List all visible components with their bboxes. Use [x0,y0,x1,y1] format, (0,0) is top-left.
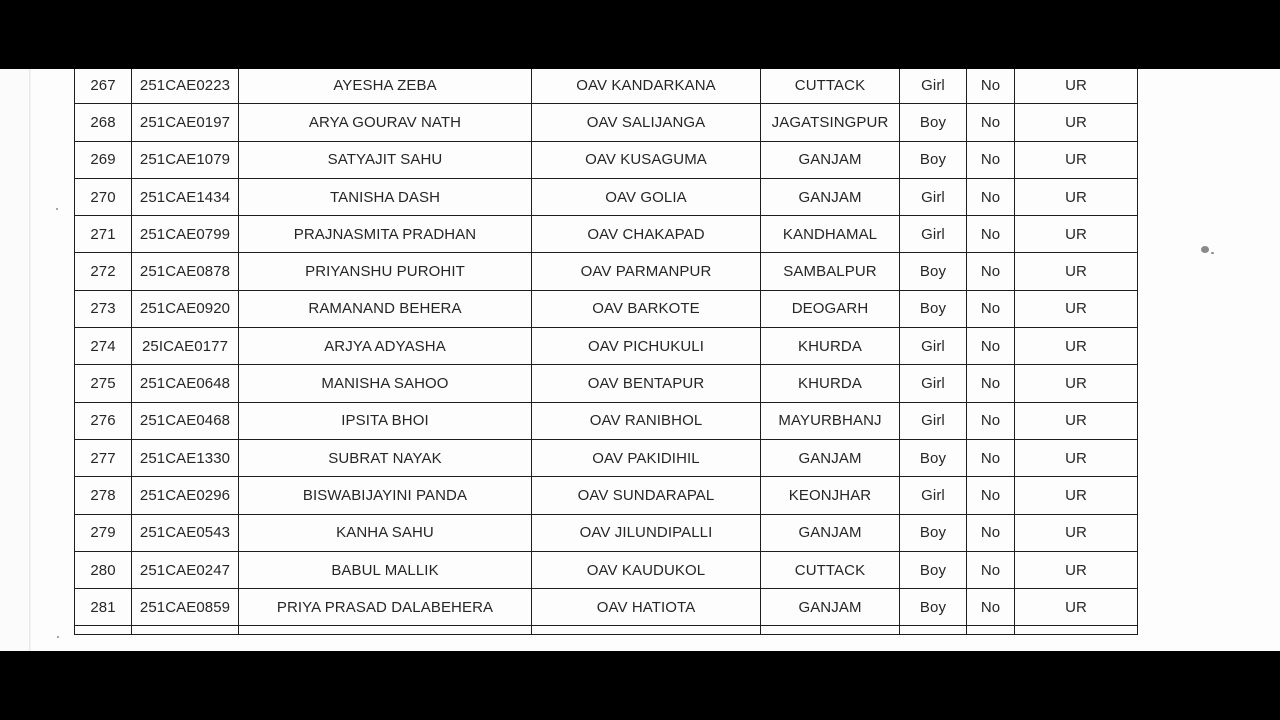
cell-category: UR [1015,69,1138,104]
cell-gender: Girl [900,69,967,104]
cell-roll-number: 251CAE1079 [132,141,239,178]
table-row [75,328,1138,365]
table-row [75,402,1138,439]
cell-student-name: RAMANAND BEHERA [239,290,532,327]
cell-serial-number: 277 [75,439,132,476]
cell-district: JAGATSINGPUR [761,104,900,141]
results-table [74,69,1138,635]
cell-gender: Boy [900,104,967,141]
partial-row-bottom [75,626,1138,635]
cell-student-name: MANISHA SAHOO [239,365,532,402]
cell-district: GANJAM [761,589,900,626]
cell-pwd: No [967,514,1015,551]
cell-pwd: No [967,253,1015,290]
cell-school: OAV JILUNDIPALLI [532,514,761,551]
cell-gender: Boy [900,551,967,588]
cell-student-name: KANHA SAHU [239,514,532,551]
cell-roll-number: 251CAE0543 [132,514,239,551]
cell-district: KANDHAMAL [761,216,900,253]
cell-gender: Boy [900,439,967,476]
cell-roll-number: 251CAE1434 [132,178,239,215]
cell-school: OAV RANIBHOL [532,402,761,439]
cell-student-name: IPSITA BHOI [239,402,532,439]
cell-gender: Boy [900,290,967,327]
cell-student-name: TANISHA DASH [239,178,532,215]
cell-gender: Girl [900,328,967,365]
page-margin [0,69,30,651]
cell-category: UR [1015,589,1138,626]
cell-school: OAV KANDARKANA [532,69,761,104]
letterbox-bottom [0,651,1280,720]
cell-gender: Girl [900,402,967,439]
cell-serial-number: 273 [75,290,132,327]
cell-serial-number: 275 [75,365,132,402]
cell-roll-number: 251CAE0197 [132,104,239,141]
cell-district: CUTTACK [761,551,900,588]
cell-school: OAV SALIJANGA [532,104,761,141]
cell-student-name: BABUL MALLIK [239,551,532,588]
table-row [75,141,1138,178]
cell-pwd: No [967,178,1015,215]
table-row [75,439,1138,476]
cell-district: SAMBALPUR [761,253,900,290]
cell-serial-number: 268 [75,104,132,141]
table-row [75,178,1138,215]
cell-serial-number: 269 [75,141,132,178]
cell-roll-number: 251CAE0799 [132,216,239,253]
cell-category: UR [1015,551,1138,588]
cell-roll-number: 251CAE0859 [132,589,239,626]
cell-roll-number: 251CAE0296 [132,477,239,514]
cell-student-name: ARYA GOURAV NATH [239,104,532,141]
cell-student-name: PRAJNASMITA PRADHAN [239,216,532,253]
scan-speck [57,636,59,638]
table-row [75,104,1138,141]
cell-district: CUTTACK [761,69,900,104]
cell-student-name: AYESHA ZEBA [239,69,532,104]
cell-roll-number: 251CAE0247 [132,551,239,588]
cell-serial-number: 271 [75,216,132,253]
cell-district: DEOGARH [761,290,900,327]
cell-category: UR [1015,290,1138,327]
cell-district: GANJAM [761,439,900,476]
cell-roll-number: 251CAE0920 [132,290,239,327]
cell-gender: Girl [900,216,967,253]
cell-serial-number: 278 [75,477,132,514]
cell-roll-number: 251CAE0648 [132,365,239,402]
cell-category: UR [1015,328,1138,365]
cell-serial-number: 276 [75,402,132,439]
scan-speck [56,208,58,210]
table-row [75,551,1138,588]
cell-student-name: SATYAJIT SAHU [239,141,532,178]
cell-pwd: No [967,328,1015,365]
cell-gender: Boy [900,141,967,178]
cell-serial-number: 267 [75,69,132,104]
cell-pwd: No [967,439,1015,476]
cell-school: OAV CHAKAPAD [532,216,761,253]
cell-gender: Girl [900,178,967,215]
cell-pwd: No [967,290,1015,327]
cell-serial-number: 274 [75,328,132,365]
cell-serial-number: 270 [75,178,132,215]
scan-speck [1211,252,1214,254]
table-row [75,216,1138,253]
cell-school: OAV PICHUKULI [532,328,761,365]
table-row [75,514,1138,551]
cell-category: UR [1015,477,1138,514]
cell-student-name: SUBRAT NAYAK [239,439,532,476]
cell-district: KHURDA [761,328,900,365]
cell-category: UR [1015,514,1138,551]
cell-gender: Boy [900,514,967,551]
cell-category: UR [1015,402,1138,439]
cell-district: KEONJHAR [761,477,900,514]
cell-student-name: PRIYANSHU PUROHIT [239,253,532,290]
scan-speck [1201,246,1209,253]
cell-gender: Boy [900,253,967,290]
cell-pwd: No [967,477,1015,514]
cell-school: OAV BARKOTE [532,290,761,327]
cell-district: GANJAM [761,514,900,551]
cell-pwd: No [967,589,1015,626]
cell-district: MAYURBHANJ [761,402,900,439]
cell-gender: Girl [900,477,967,514]
cell-school: OAV HATIOTA [532,589,761,626]
cell-category: UR [1015,365,1138,402]
cell-category: UR [1015,104,1138,141]
table-row [75,69,1138,104]
cell-roll-number: 251CAE0468 [132,402,239,439]
cell-gender: Girl [900,365,967,402]
letterbox-top [0,0,1280,69]
cell-category: UR [1015,216,1138,253]
cell-school: OAV SUNDARAPAL [532,477,761,514]
table-row [75,253,1138,290]
cell-school: OAV KUSAGUMA [532,141,761,178]
cell-roll-number: 251CAE1330 [132,439,239,476]
cell-roll-number: 251CAE0878 [132,253,239,290]
cell-school: OAV PAKIDIHIL [532,439,761,476]
table-row [75,290,1138,327]
cell-serial-number: 281 [75,589,132,626]
cell-student-name: PRIYA PRASAD DALABEHERA [239,589,532,626]
cell-category: UR [1015,253,1138,290]
page-edge [29,69,31,651]
cell-pwd: No [967,216,1015,253]
cell-student-name: ARJYA ADYASHA [239,328,532,365]
table-row [75,365,1138,402]
cell-pwd: No [967,551,1015,588]
cell-school: OAV KAUDUKOL [532,551,761,588]
cell-category: UR [1015,178,1138,215]
cell-district: KHURDA [761,365,900,402]
cell-school: OAV GOLIA [532,178,761,215]
cell-district: GANJAM [761,178,900,215]
cell-school: OAV PARMANPUR [532,253,761,290]
cell-serial-number: 272 [75,253,132,290]
cell-pwd: No [967,141,1015,178]
results-table-wrap [74,69,1138,635]
cell-pwd: No [967,69,1015,104]
cell-roll-number: 25ICAE0177 [132,328,239,365]
cell-serial-number: 280 [75,551,132,588]
cell-pwd: No [967,402,1015,439]
table-row [75,477,1138,514]
scanned-page [0,69,1280,651]
cell-student-name: BISWABIJAYINI PANDA [239,477,532,514]
table-row [75,589,1138,626]
cell-serial-number: 279 [75,514,132,551]
cell-roll-number: 251CAE0223 [132,69,239,104]
cell-pwd: No [967,365,1015,402]
cell-district: GANJAM [761,141,900,178]
cell-gender: Boy [900,589,967,626]
cell-school: OAV BENTAPUR [532,365,761,402]
cell-pwd: No [967,104,1015,141]
cell-category: UR [1015,141,1138,178]
cell-category: UR [1015,439,1138,476]
